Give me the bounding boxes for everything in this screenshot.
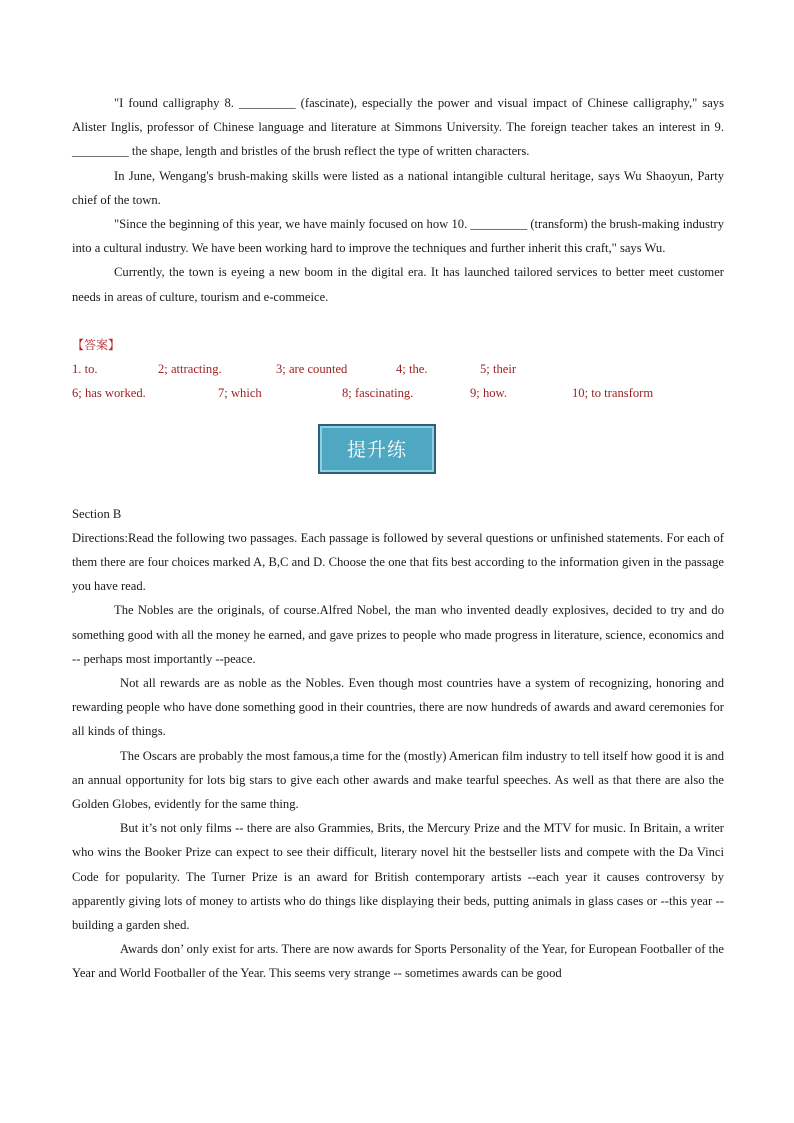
document-page bbox=[72, 91, 724, 986]
answer-item: 7; which bbox=[218, 386, 262, 401]
answer-item: 6; has worked. bbox=[72, 386, 146, 401]
answer-item: 10; to transform bbox=[572, 386, 654, 401]
article-paragraph: Not all rewards are as noble as the Nobles. Even though most countries have a system of recognizing, honoring and rewarding people who have done something good in their countries, there are now hundreds of awards and award ceremonies for all kinds of things. bbox=[72, 676, 724, 739]
article-paragraph: The Oscars are probably the most famous,a time for the (mostly) American film industry to tell itself how good it is and an annual opportunity for lots big stars to give each other awards and make tearful speeches. As well as that there are also the Golden Globes, evidently for the same thing. bbox=[72, 748, 724, 812]
passage-paragraph: Currently, the town is eyeing a new boom in the digital era. It has launched tailored services to better meet customer needs in areas of culture, tourism and e-commeice. bbox=[72, 265, 724, 304]
passage-paragraph: In June, Wengang's brush-making skills were listed as a national intangible cultural heritage, says Wu Shaoyun, Party chief of the town. bbox=[72, 168, 724, 207]
answer-item: 9; how. bbox=[470, 386, 507, 401]
banner-area bbox=[72, 406, 724, 502]
answer-heading: 【答案】 bbox=[72, 337, 121, 352]
answer-item: 4; the. bbox=[396, 361, 428, 376]
answer-item: 2; attracting. bbox=[158, 361, 222, 376]
answer-row-1 bbox=[72, 357, 724, 381]
article-paragraph: But it’s not only films -- there are also Grammies, Brits, the Mercury Prize and the MTV for music. In Britain, a writer who wins the Booker Prize can expect to see their difficult, literary novel hit the bestseller lists and compete with the Da Vinci Code for popularity. The Turner Prize is an award for British contemporary artists --each year it causes controversy by apparently giving lots of money to artists who do things like displaying their beds, putting animals in glass cases or --this year -- building a garden shed. bbox=[72, 821, 724, 933]
answer-item: 8; fascinating. bbox=[342, 386, 414, 401]
passage-paragraph: "Since the beginning of this year, we have mainly focused on how 10. _________ (transform) the brush-making industry into a cultural industry. We have been working hard to improve the techniques and further inherit this craft," says Wu. bbox=[72, 217, 724, 256]
answer-item: 1. to. bbox=[72, 361, 98, 376]
answer-row-2 bbox=[72, 381, 724, 405]
answer-item: 5; their bbox=[480, 361, 517, 376]
article-paragraph: Awards don’ only exist for arts. There are now awards for Sports Personality of the Year, for European Footballer of the Year and World Footballer of the Year. This seems very strange -- sometimes awards can be good bbox=[72, 942, 724, 981]
passage-paragraph: "I found calligraphy 8. _________ (fascinate), especially the power and visual impact of Chinese calligraphy," says Alister Inglis, professor of Chinese language and literature at Simmons University. The foreign teacher takes an interest in 9. _________ the shape, length and bristles of the brush reflect the type of written characters. bbox=[72, 96, 724, 159]
section-heading: Section B bbox=[72, 506, 122, 521]
answer-item: 3; are counted bbox=[276, 361, 348, 376]
section-banner: 提升练 bbox=[318, 424, 436, 474]
article-paragraph: The Nobles are the originals, of course.Alfred Nobel, the man who invented deadly explosives, decided to try and do something good with all the money he earned, and gave prizes to people who made progress in literature, science, economics and -- perhaps most importantly --peace. bbox=[72, 603, 724, 666]
directions: Directions:Read the following two passages. Each passage is followed by several questions or unfinished statements. For each of them there are four choices marked A, B,C and D. Choose the one that fits best according to the information given in the passage you have read. bbox=[72, 530, 724, 594]
